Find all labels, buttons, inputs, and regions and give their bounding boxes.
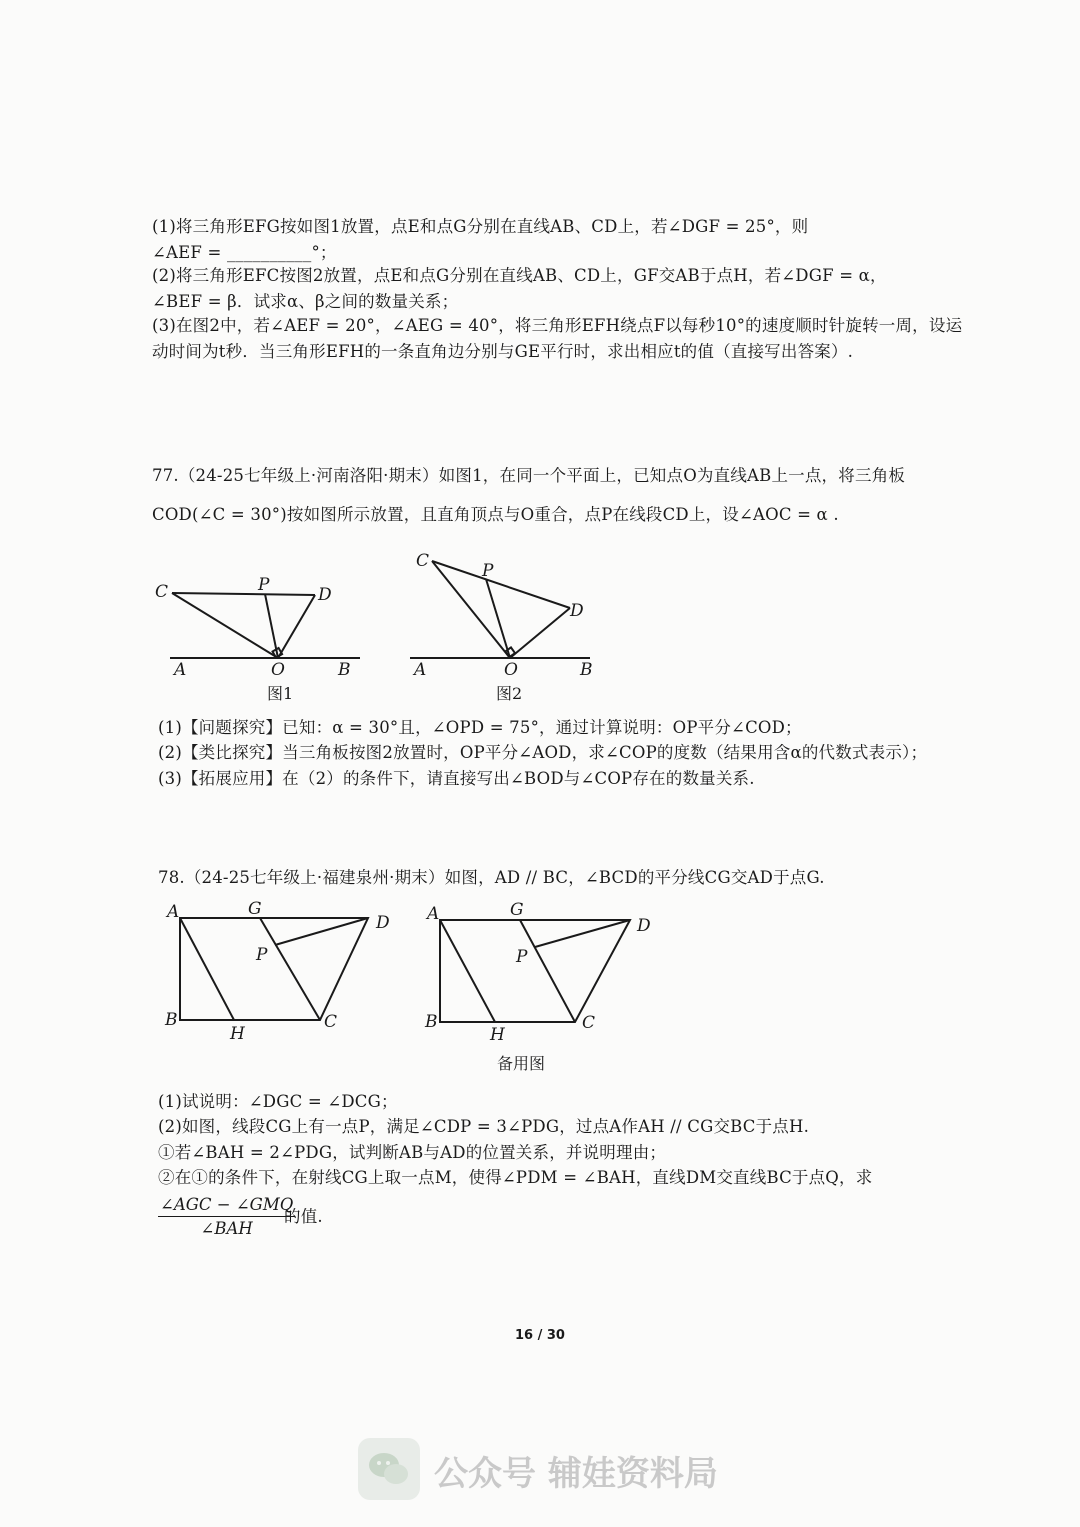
p78-fraction-tail: 的值. <box>284 1207 323 1226</box>
p78-q2-part1: ①若∠BAH = 2∠PDG，试判断AB与AD的位置关系，并说明理由； <box>158 1143 667 1162</box>
label-p: P <box>482 561 494 581</box>
p78-figures <box>150 895 670 1045</box>
segment-cd <box>172 593 315 595</box>
fraction-numerator: ∠AGC − ∠GMQ <box>158 1195 295 1217</box>
segment-do <box>510 608 570 658</box>
p77-figure-2 <box>410 561 590 658</box>
p78-q1: (1)试说明：∠DGC = ∠DCG； <box>158 1092 398 1111</box>
p78-spare-figure-caption: 备用图 <box>497 1054 546 1073</box>
label-h: H <box>490 1025 505 1045</box>
p77-q3: (3)【拓展应用】在（2）的条件下，请直接写出∠BOD与∠COP存在的数量关系. <box>158 769 755 788</box>
prev-q1-line2: ∠AEF = __________°； <box>152 243 337 262</box>
segment-ah <box>180 918 234 1020</box>
label-d: D <box>570 601 584 621</box>
segment-co <box>432 561 510 658</box>
p78-spare-figure-labels <box>424 900 651 1045</box>
label-p: P <box>256 945 268 965</box>
segment-pd <box>535 920 630 947</box>
segment-ah <box>440 920 495 1022</box>
label-c: C <box>155 582 169 602</box>
segment-co <box>172 593 278 658</box>
label-a: A <box>414 660 427 680</box>
p77-stem-line1: 77.（24-25七年级上·河南洛阳·期末）如图1，在同一个平面上，已知点O为直线AB上一点，将三角板 <box>152 466 906 485</box>
p77-q1: (1)【问题探究】已知：α = 30°且，∠OPD = 75°，通过计算说明：OP平分∠COD； <box>158 718 802 737</box>
label-h: H <box>230 1024 245 1044</box>
fraction-denominator: ∠BAH <box>200 1219 253 1238</box>
p78-stem: 78.（24-25七年级上·福建泉州·期末）如图，AD // BC，∠BCD的平分线CG交AD于点G. <box>158 868 825 887</box>
label-a: A <box>427 904 440 924</box>
p78-q2: (2)如图，线段CG上有一点P，满足∠CDP = 3∠PDG，过点A作AH // CG交BC于点H. <box>158 1117 810 1136</box>
segment-gc <box>260 918 320 1020</box>
label-g: G <box>510 900 524 920</box>
p77-q2: (2)【类比探究】当三角板按图2放置时，OP平分∠AOD，求∠COP的度数（结果用含α的代数式表示）； <box>158 743 928 762</box>
p77-figure-2-caption: 图2 <box>496 684 523 703</box>
label-a: A <box>174 660 187 680</box>
label-b: B <box>165 1010 178 1030</box>
prev-q1-line1: (1)将三角形EFG按如图1放置，点E和点G分别在直线AB、CD上，若∠DGF = 25°，则 <box>152 217 809 236</box>
label-p: P <box>258 575 270 595</box>
segment-do <box>278 595 315 658</box>
label-o: O <box>504 660 518 680</box>
page-number: 16 / 30 <box>515 1328 565 1343</box>
label-b: B <box>338 660 351 680</box>
label-b: B <box>425 1012 438 1032</box>
wechat-icon <box>358 1438 420 1500</box>
prev-q3-line1: (3)在图2中，若∠AEF = 20°，∠AEG = 40°，将三角形EFH绕点F以每秒10°的速度顺时针旋转一周，设运 <box>152 316 963 335</box>
label-o: O <box>271 660 285 680</box>
segment-po <box>486 579 510 658</box>
label-d: D <box>318 585 332 605</box>
label-d: D <box>637 916 651 936</box>
label-a: A <box>167 902 180 922</box>
label-d: D <box>376 913 390 933</box>
p78-fraction <box>158 1195 295 1238</box>
prev-q3-line2: 动时间为t秒．当三角形EFH的一条直角边分别与GE平行时，求出相应t的值（直接写出答案）. <box>152 342 854 361</box>
p77-figure-1-labels <box>155 575 351 680</box>
label-p: P <box>516 947 528 967</box>
label-c: C <box>416 551 430 571</box>
p78-main-figure <box>180 918 368 1020</box>
segment-cd <box>432 561 570 608</box>
watermark <box>358 1438 758 1504</box>
segment-pd <box>275 918 368 945</box>
watermark-text: 公众号 辅娃资料局 <box>434 1454 718 1494</box>
p78-spare-figure <box>440 920 630 1022</box>
prev-q2-line1: (2)将三角形EFC按图2放置，点E和点G分别在直线AB、CD上，GF交AB于点H，若∠DGF = α， <box>152 266 887 285</box>
prev-q2-line2: ∠BEF = β．试求α、β之间的数量关系； <box>152 292 459 311</box>
p77-stem-line2: COD(∠C = 30°)按如图所示放置，且直角顶点与O重合，点P在线段CD上，设∠AOC = α . <box>152 505 839 524</box>
p77-figure-1-caption: 图1 <box>267 684 294 703</box>
label-g: G <box>248 899 262 919</box>
trapezoid-abcd <box>180 918 368 1020</box>
p78-q2-part2: ②在①的条件下，在射线CG上取一点M，使得∠PDM = ∠BAH，直线DM交直线BC于点Q，求 <box>158 1168 873 1187</box>
label-c: C <box>582 1013 596 1033</box>
label-b: B <box>580 660 593 680</box>
segment-gc <box>520 920 575 1022</box>
label-c: C <box>324 1012 338 1032</box>
p77-figures <box>150 548 610 688</box>
